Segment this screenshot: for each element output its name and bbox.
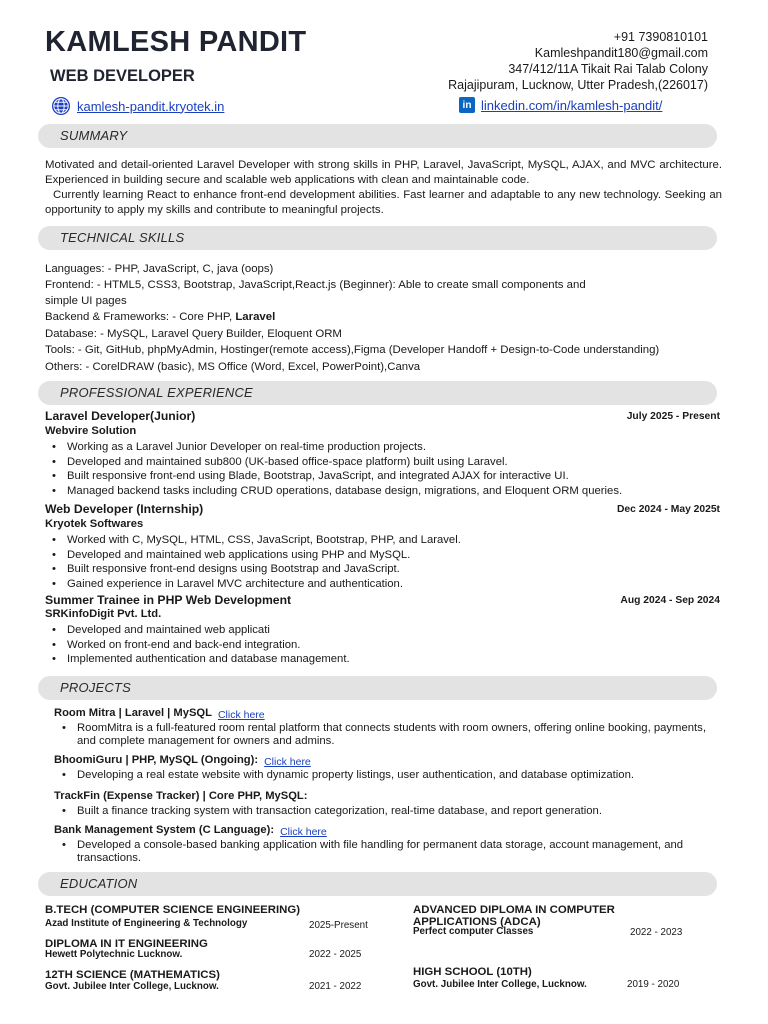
project-bullets — [60, 839, 720, 865]
section-bar-education — [38, 872, 717, 896]
job-company: Kryotek Softwares — [45, 518, 144, 530]
education-year: 2022 - 2023 — [630, 927, 683, 938]
section-bar-projects — [38, 676, 717, 700]
job-date: Aug 2024 - Sep 2024 — [620, 595, 720, 606]
candidate-name: KAMLESH PANDIT — [45, 26, 307, 58]
project-name: Room Mitra | Laravel | MySQL — [54, 707, 212, 719]
job-title: Web Developer (Internship) — [45, 502, 204, 516]
globe-icon — [51, 96, 71, 116]
skills-languages: Languages: - PHP, JavaScript, C, java (oops) — [45, 263, 274, 275]
email: Kamleshpandit180@gmail.com — [534, 46, 708, 60]
section-title-projects: PROJECTS — [60, 680, 131, 695]
list-item: • Developed and maintained web applications using PHP and MySQL. — [50, 548, 461, 563]
project-bullets — [60, 805, 720, 818]
education-title: DIPLOMA IN IT ENGINEERING — [45, 938, 208, 950]
website-block — [51, 96, 224, 116]
education-institute: Hewett Polytechnic Lucknow. — [45, 949, 183, 960]
education-institute: Azad Institute of Engineering & Technology — [45, 918, 248, 929]
project-link[interactable]: Click here — [264, 756, 311, 768]
education-institute: Perfect computer Classes — [413, 926, 534, 937]
job-date: July 2025 - Present — [626, 411, 720, 422]
job-bullets — [50, 440, 622, 498]
project-title — [54, 824, 327, 836]
job-bullets — [50, 623, 350, 667]
job-bullets — [50, 533, 461, 591]
education-title: B.TECH (COMPUTER SCIENCE ENGINEERING) — [45, 904, 301, 916]
website-link[interactable]: kamlesh-pandit.kryotek.in — [77, 98, 225, 114]
section-title-summary: SUMMARY — [60, 128, 128, 143]
section-title-experience: PROFESSIONAL EXPERIENCE — [60, 385, 253, 400]
skills-others: Others: - CorelDRAW (basic), MS Office (Word, Excel, PowerPoint),Canva — [45, 361, 421, 373]
job-company: SRKinfoDigit Pvt. Ltd. — [45, 608, 162, 620]
list-item: • Working as a Laravel Junior Developer on real-time production projects. — [50, 440, 622, 455]
skills-backend — [45, 309, 275, 326]
summary-paragraph-2: Currently learning React to enhance front-end development abilities. Fast learner and adaptable to any new technology. Seeking an opportunity to apply my skills and contribute to meaningful projects. — [45, 189, 722, 216]
section-bar-summary — [38, 124, 717, 148]
job-title: Laravel Developer(Junior) — [45, 409, 196, 423]
education-institute: Govt. Jubilee Inter College, Lucknow. — [45, 981, 219, 992]
list-item: • Managed backend tasks including CRUD operations, database design, migrations, and Eloquent ORM queries. — [50, 484, 622, 499]
summary-paragraph-1: Motivated and detail-oriented Laravel Developer with strong skills in PHP, Laravel, JavaScript, MySQL, AJAX, and MVC architecture. Experienced in building secure and scalable web applications with clean and maintainable code. — [45, 159, 722, 186]
skills-tools: Tools: - Git, GitHub, phpMyAdmin, Hostinger(remote access),Figma (Developer Handoff + Design-to-Code understanding) — [45, 344, 660, 356]
project-name: BhoomiGuru | PHP, MySQL (Ongoing): — [54, 754, 259, 766]
education-year: 2022 - 2025 — [309, 949, 362, 960]
job-title: Summer Trainee in PHP Web Development — [45, 593, 292, 607]
job-date: Dec 2024 - May 2025t — [616, 504, 720, 515]
project-bullets — [60, 722, 720, 748]
job-company: Webvire Solution — [45, 425, 137, 437]
project-title — [54, 754, 311, 766]
skills-backend-bold: Laravel — [235, 311, 276, 323]
list-item: • Worked with C, MySQL, HTML, CSS, JavaScript, Bootstrap, PHP, and Laravel. — [50, 533, 461, 548]
education-year: 2025-Present — [309, 920, 368, 931]
job-role: WEB DEVELOPER — [50, 67, 195, 85]
list-item: • Built responsive front-end using Blade, Bootstrap, JavaScript, and integrated AJAX for interactive UI. — [50, 469, 622, 484]
skills-frontend-1: Frontend: - HTML5, CSS3, Bootstrap, JavaScript,React.js (Beginner): Able to create small components and — [45, 279, 586, 291]
section-bar-skills — [38, 226, 717, 250]
list-item: • Built responsive front-end designs using Bootstrap and JavaScript. — [50, 562, 461, 577]
linkedin-link[interactable]: linkedin.com/in/kamlesh-pandit/ — [481, 97, 663, 113]
list-item: • Implemented authentication and database management. — [50, 652, 350, 667]
address-line-1: 347/412/11A Tikait Rai Talab Colony — [508, 62, 708, 76]
list-item: • Built a finance tracking system with transaction categorization, real-time database, and report generation. — [60, 805, 720, 818]
list-item: • Developed a console-based banking application with file handling for permanent data storage, account management, and transactions. — [60, 839, 720, 865]
education-title: HIGH SCHOOL (10TH) — [413, 966, 532, 978]
project-name: TrackFin (Expense Tracker) | Core PHP, MySQL: — [54, 790, 308, 802]
linkedin-block — [459, 97, 662, 113]
skills-frontend-2: simple UI pages — [45, 295, 127, 307]
project-title — [54, 707, 265, 719]
project-link[interactable]: Click here — [280, 826, 327, 838]
section-title-skills: TECHNICAL SKILLS — [60, 230, 185, 245]
list-item: • Gained experience in Laravel MVC architecture and authentication. — [50, 577, 461, 592]
address-line-2: Rajajipuram, Lucknow, Utter Pradesh,(226017) — [448, 78, 708, 92]
section-title-education: EDUCATION — [60, 876, 138, 891]
education-year: 2019 - 2020 — [627, 979, 680, 990]
project-link[interactable]: Click here — [217, 709, 265, 721]
project-name: Bank Management System (C Language): — [54, 824, 275, 836]
list-item: • RoomMitra is a full-featured room rental platform that connects students with room owners, offering online booking, payments, and complete management for owners and admins. — [60, 722, 720, 748]
list-item: • Worked on front-end and back-end integration. — [50, 638, 350, 653]
section-bar-experience — [38, 381, 717, 405]
education-title: 12TH SCIENCE (MATHEMATICS) — [45, 969, 220, 981]
skills-backend-text: Backend & Frameworks: - Core PHP, — [45, 311, 236, 323]
project-title — [54, 790, 308, 802]
list-item: • Developed and maintained sub800 (UK-based office-space platform) built using Laravel. — [50, 455, 622, 470]
linkedin-icon: in — [459, 97, 475, 113]
list-item: • Developing a real estate website with dynamic property listings, user authentication, and database optimization. — [60, 769, 720, 782]
contact-block — [448, 29, 708, 93]
list-item: • Developed and maintained web applicati — [50, 623, 350, 638]
education-institute: Govt. Jubilee Inter College, Lucknow. — [413, 979, 587, 990]
phone: +91 7390810101 — [613, 30, 708, 44]
education-year: 2021 - 2022 — [309, 981, 362, 992]
skills-database: Database: - MySQL, Laravel Query Builder, Eloquent ORM — [45, 328, 342, 340]
project-bullets — [60, 769, 720, 782]
education-title: ADVANCED DIPLOMA IN COMPUTER APPLICATIONS (ADCA) — [413, 904, 615, 928]
